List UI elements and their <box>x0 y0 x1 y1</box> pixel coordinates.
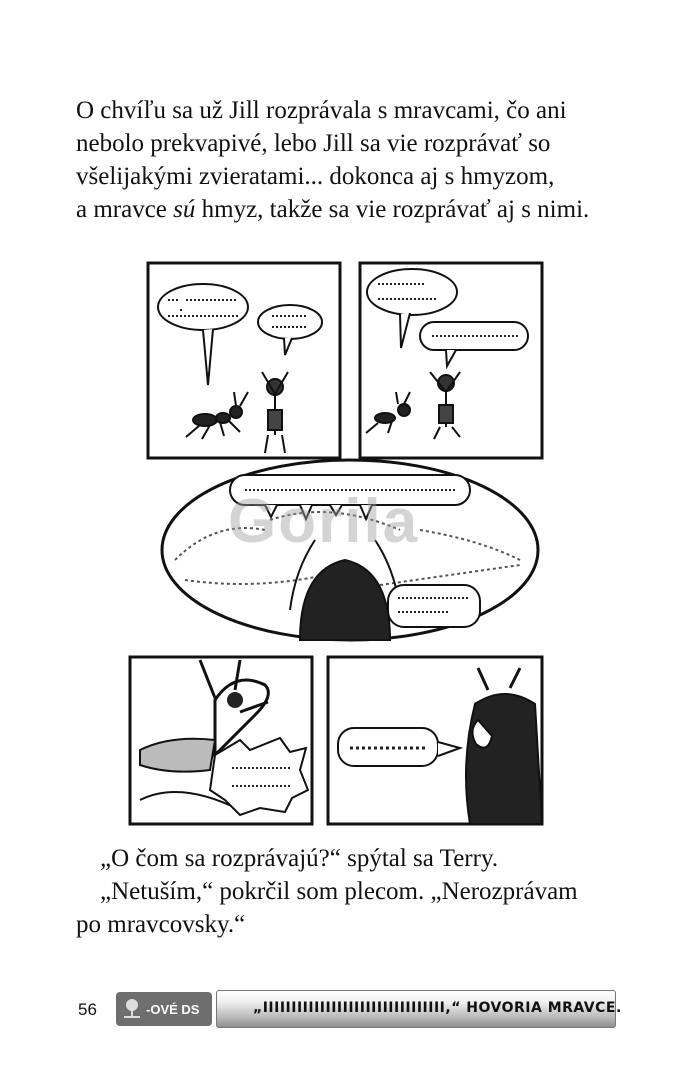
series-logo-text: -OVÉ DS <box>146 1002 200 1017</box>
comic-panel-2 <box>360 263 542 458</box>
tree-icon <box>122 998 142 1018</box>
watermark: Gorila <box>228 487 420 556</box>
comic-panel-1 <box>148 263 340 458</box>
page-footer <box>0 980 700 1040</box>
comic-panel-4 <box>130 657 312 824</box>
dialog-line-1: „O čom sa rozprávajú?“ spýtal sa Terry. <box>100 845 499 872</box>
chapter-banner <box>216 990 622 1028</box>
dialog-line-2: „Netuším,“ pokrčil som plecom. „Nerozprávam <box>100 878 578 905</box>
page-number: 56 <box>78 1000 97 1019</box>
dialog-paragraph <box>76 842 636 941</box>
series-logo <box>116 992 212 1026</box>
chapter-banner-text: „IIIIIIIIIIIIIIIIIIIIIIIIIIIIIIII,“ HOVORIA MRAVCE. <box>253 1000 622 1016</box>
intro-line-4: a mravce sú hmyz, takže sa vie rozprávať aj s nimi. <box>76 196 590 223</box>
intro-line-3: všelijakými zvieratami... dokonca aj s hmyzom, <box>76 163 555 190</box>
comic-panel-5 <box>328 657 542 824</box>
intro-line-2: nebolo prekvapivé, lebo Jill sa vie rozprávať so <box>76 130 551 157</box>
intro-line-1: O chvíľu sa už Jill rozprávala s mravcami, čo ani <box>76 97 567 124</box>
dialog-line-3: po mravcovsky.“ <box>76 911 246 938</box>
